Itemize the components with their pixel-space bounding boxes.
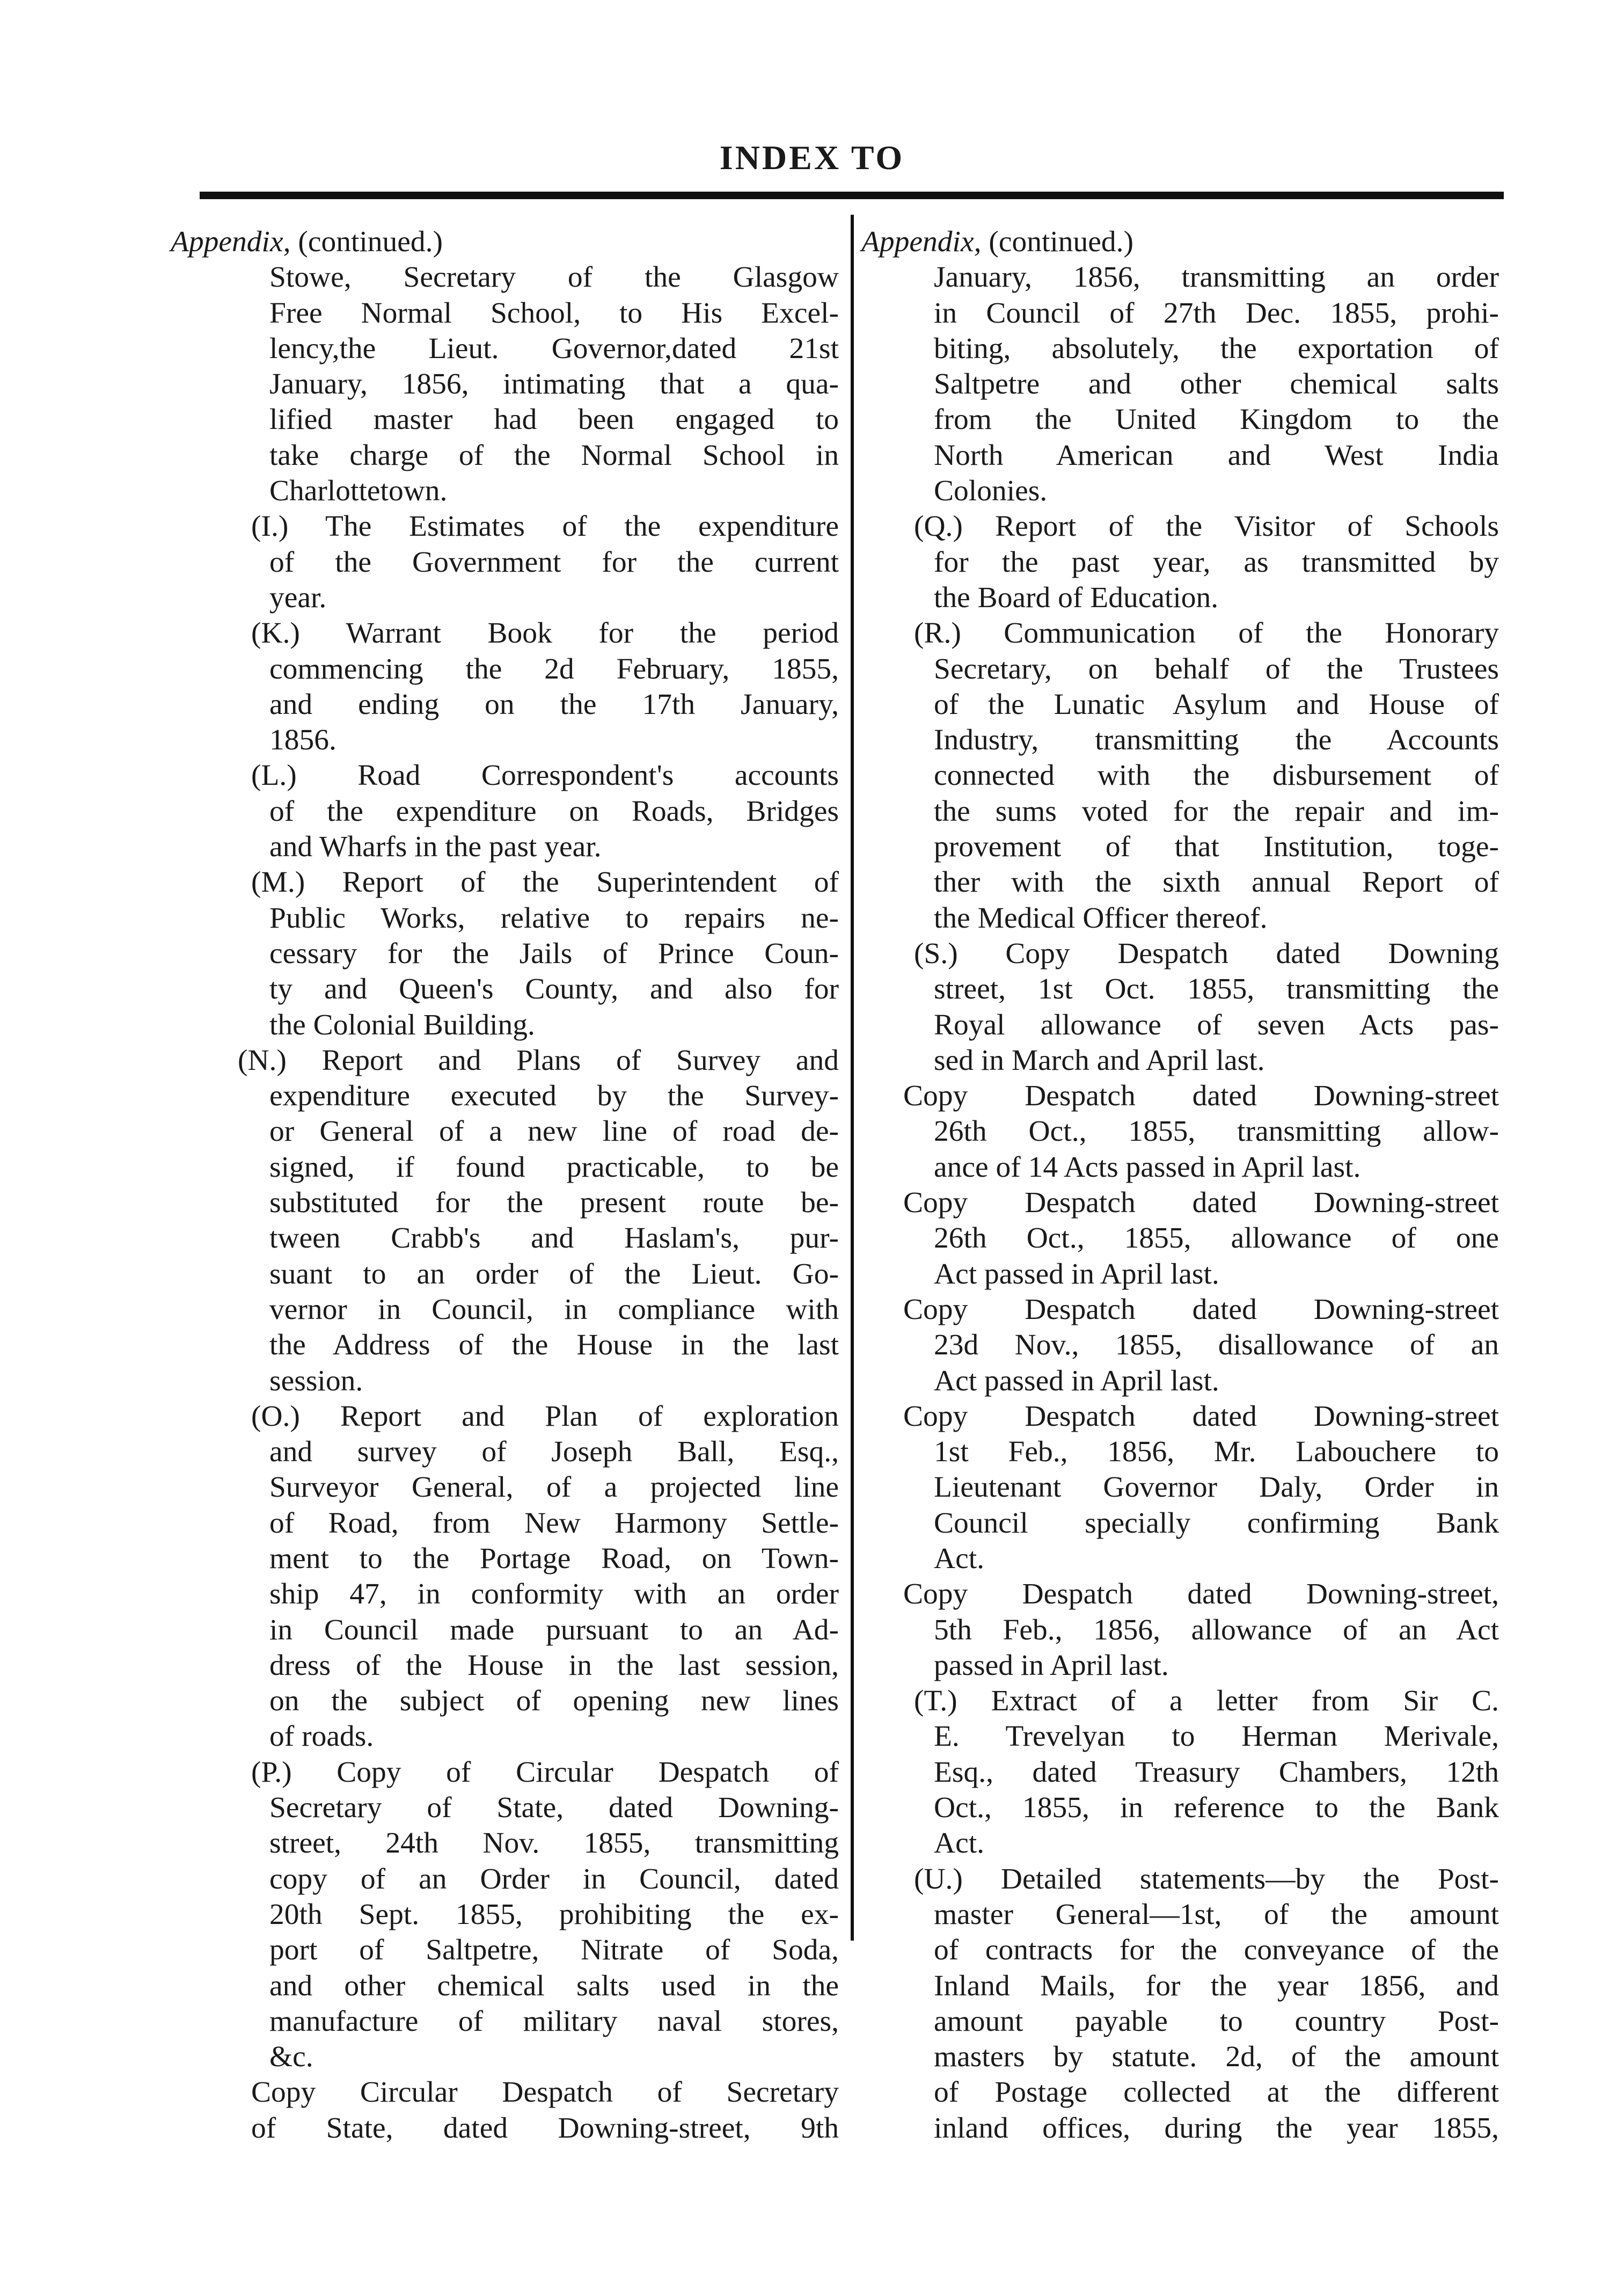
right-line: masters by statute. 2d, of the amount: [934, 2040, 1499, 2074]
right-line: of contracts for the conveyance of the: [934, 1934, 1499, 1967]
right-line: (Q.) Report of the Visitor of Schools: [914, 510, 1499, 543]
left-line: street, 24th Nov. 1855, transmitting: [269, 1827, 839, 1860]
left-line: cessary for the Jails of Prince Coun-: [269, 937, 839, 970]
right-line: Copy Despatch dated Downing-street: [903, 1293, 1499, 1326]
left-line: expenditure executed by the Survey-: [269, 1080, 839, 1113]
left-line: on the subject of opening new lines: [269, 1685, 839, 1718]
right-line: 26th Oct., 1855, allowance of one: [934, 1222, 1499, 1255]
left-line: the Colonial Building.: [269, 1008, 535, 1041]
right-line: 26th Oct., 1855, transmitting allow-: [934, 1115, 1499, 1148]
right-line: Act.: [934, 1542, 985, 1575]
right-line: the sums voted for the repair and im-: [934, 794, 1499, 828]
right-column-heading: [861, 224, 1499, 260]
right-line: 23d Nov., 1855, disallowance of an: [934, 1329, 1499, 1362]
left-line: suant to an order of the Lieut. Go-: [269, 1257, 839, 1291]
right-line: amount payable to country Post-: [934, 2004, 1499, 2038]
right-line: Saltpetre and other chemical salts: [934, 368, 1499, 401]
left-line: in Council made pursuant to an Ad-: [269, 1613, 839, 1646]
right-line: Copy Despatch dated Downing-street: [903, 1399, 1499, 1433]
right-line: street, 1st Oct. 1855, transmitting the: [934, 973, 1499, 1006]
right-line: Colonies.: [934, 475, 1048, 508]
left-line: session.: [269, 1364, 363, 1397]
left-line: (I.) The Estimates of the expenditure: [251, 510, 839, 543]
right-line: North American and West India: [934, 439, 1499, 472]
right-line: passed in April last.: [934, 1649, 1169, 1682]
left-heading-rest: (continued.): [290, 225, 443, 258]
right-line: 1st Feb., 1856, Mr. Labouchere to: [934, 1435, 1499, 1469]
left-line: (O.) Report and Plan of exploration: [251, 1399, 839, 1433]
left-line: (P.) Copy of Circular Despatch of: [251, 1755, 839, 1789]
right-line: (U.) Detailed statements—by the Post-: [914, 1862, 1499, 1896]
right-line: Copy Despatch dated Downing-street: [903, 1186, 1499, 1220]
column-divider: [851, 215, 854, 1941]
left-line: take charge of the Normal School in: [269, 439, 839, 472]
left-line: of State, dated Downing-street, 9th: [251, 2111, 839, 2145]
page-title: INDEX TO: [719, 138, 905, 177]
right-line: in Council of 27th Dec. 1855, prohi-: [934, 296, 1499, 330]
left-line: tween Crabb's and Haslam's, pur-: [269, 1222, 839, 1255]
left-line: Surveyor General, of a projected line: [269, 1471, 839, 1504]
left-line: January, 1856, intimating that a qua-: [269, 368, 839, 401]
left-line: substituted for the present route be-: [269, 1186, 839, 1220]
left-column-entries: [171, 260, 839, 2146]
right-line: of the Lunatic Asylum and House of: [934, 688, 1499, 721]
left-line: 20th Sept. 1855, prohibiting the ex-: [269, 1898, 839, 1931]
left-column: [171, 224, 839, 2146]
right-line: of Postage collected at the different: [934, 2076, 1499, 2109]
left-line: dress of the House in the last session,: [269, 1649, 839, 1682]
right-line: (S.) Copy Despatch dated Downing: [914, 937, 1499, 970]
right-heading-italic: Appendix,: [861, 225, 982, 258]
left-line: Secretary of State, dated Downing-: [269, 1791, 839, 1825]
right-line: inland offices, during the year 1855,: [934, 2111, 1499, 2145]
left-line: lified master had been engaged to: [269, 403, 839, 436]
right-line: Industry, transmitting the Accounts: [934, 724, 1499, 757]
right-line: Royal allowance of seven Acts pas-: [934, 1008, 1499, 1041]
left-line: manufacture of military naval stores,: [269, 2004, 839, 2038]
left-line: Free Normal School, to His Excel-: [269, 296, 839, 330]
right-line: E. Trevelyan to Herman Merivale,: [934, 1720, 1499, 1753]
left-line: &c.: [269, 2040, 313, 2074]
right-line: Secretary, on behalf of the Trustees: [934, 652, 1499, 686]
right-line: Copy Despatch dated Downing-street: [903, 1080, 1499, 1113]
right-line: Lieutenant Governor Daly, Order in: [934, 1471, 1499, 1504]
right-line: the Medical Officer thereof.: [934, 901, 1268, 935]
left-line: (M.) Report of the Superintendent of: [251, 866, 839, 899]
left-line: the Address of the House in the last: [269, 1329, 839, 1362]
left-line: ship 47, in conformity with an order: [269, 1578, 839, 1611]
right-line: Copy Despatch dated Downing-street,: [903, 1578, 1499, 1611]
right-column: [861, 224, 1499, 2146]
right-line: for the past year, as transmitted by: [934, 545, 1499, 579]
right-line: Act.: [934, 1827, 985, 1860]
left-line: commencing the 2d February, 1855,: [269, 652, 839, 686]
left-line: (L.) Road Correspondent's accounts: [251, 759, 839, 792]
left-line: of roads.: [269, 1720, 374, 1753]
right-line: the Board of Education.: [934, 581, 1219, 614]
right-line: (R.) Communication of the Honorary: [914, 617, 1499, 650]
right-line: ance of 14 Acts passed in April last.: [934, 1150, 1361, 1184]
left-line: and ending on the 17th January,: [269, 688, 839, 721]
left-line: of the Government for the current: [269, 545, 839, 579]
right-line: from the United Kingdom to the: [934, 403, 1499, 436]
left-heading-italic: Appendix,: [171, 225, 291, 258]
left-line: year.: [269, 581, 327, 614]
left-line: (K.) Warrant Book for the period: [251, 617, 839, 650]
right-line: Act passed in April last.: [934, 1364, 1219, 1397]
right-line: sed in March and April last.: [934, 1044, 1265, 1077]
left-line: Stowe, Secretary of the Glasgow: [269, 261, 839, 294]
right-column-entries: [861, 260, 1499, 2146]
right-line: Council specially confirming Bank: [934, 1506, 1499, 1540]
left-line: vernor in Council, in compliance with: [269, 1293, 839, 1326]
left-line: 1856.: [269, 724, 336, 757]
right-line: Oct., 1855, in reference to the Bank: [934, 1791, 1499, 1825]
left-line: lency,the Lieut. Governor,dated 21st: [269, 332, 839, 365]
right-line: biting, absolutely, the exportation of: [934, 332, 1499, 365]
left-line: of the expenditure on Roads, Bridges: [269, 794, 839, 828]
left-line: signed, if found practicable, to be: [269, 1150, 839, 1184]
right-line: connected with the disbursement of: [934, 759, 1499, 792]
right-line: Inland Mails, for the year 1856, and: [934, 1969, 1499, 2002]
left-line: port of Saltpetre, Nitrate of Soda,: [269, 1934, 839, 1967]
right-line: (T.) Extract of a letter from Sir C.: [914, 1685, 1499, 1718]
left-line: Charlottetown.: [269, 475, 448, 508]
right-line: January, 1856, transmitting an order: [934, 261, 1499, 294]
left-line: (N.) Report and Plans of Survey and: [238, 1044, 839, 1077]
right-line: ther with the sixth annual Report of: [934, 866, 1499, 899]
left-line: of Road, from New Harmony Settle-: [269, 1506, 839, 1540]
left-line: ment to the Portage Road, on Town-: [269, 1542, 839, 1575]
left-column-heading: [171, 224, 839, 260]
left-line: Copy Circular Despatch of Secretary: [251, 2076, 839, 2109]
left-line: Public Works, relative to repairs ne-: [269, 901, 839, 935]
header-rule: [200, 192, 1504, 199]
right-heading-rest: (continued.): [981, 225, 1134, 258]
left-line: or General of a new line of road de-: [269, 1115, 839, 1148]
left-line: and Wharfs in the past year.: [269, 830, 602, 864]
left-line: and other chemical salts used in the: [269, 1969, 839, 2002]
left-line: copy of an Order in Council, dated: [269, 1862, 839, 1896]
right-line: Act passed in April last.: [934, 1257, 1219, 1291]
left-line: and survey of Joseph Ball, Esq.,: [269, 1435, 839, 1469]
left-line: ty and Queen's County, and also for: [269, 973, 839, 1006]
right-line: master General—1st, of the amount: [934, 1898, 1499, 1931]
right-line: Esq., dated Treasury Chambers, 12th: [934, 1755, 1499, 1789]
right-line: 5th Feb., 1856, allowance of an Act: [934, 1613, 1499, 1646]
right-line: provement of that Institution, toge-: [934, 830, 1499, 864]
